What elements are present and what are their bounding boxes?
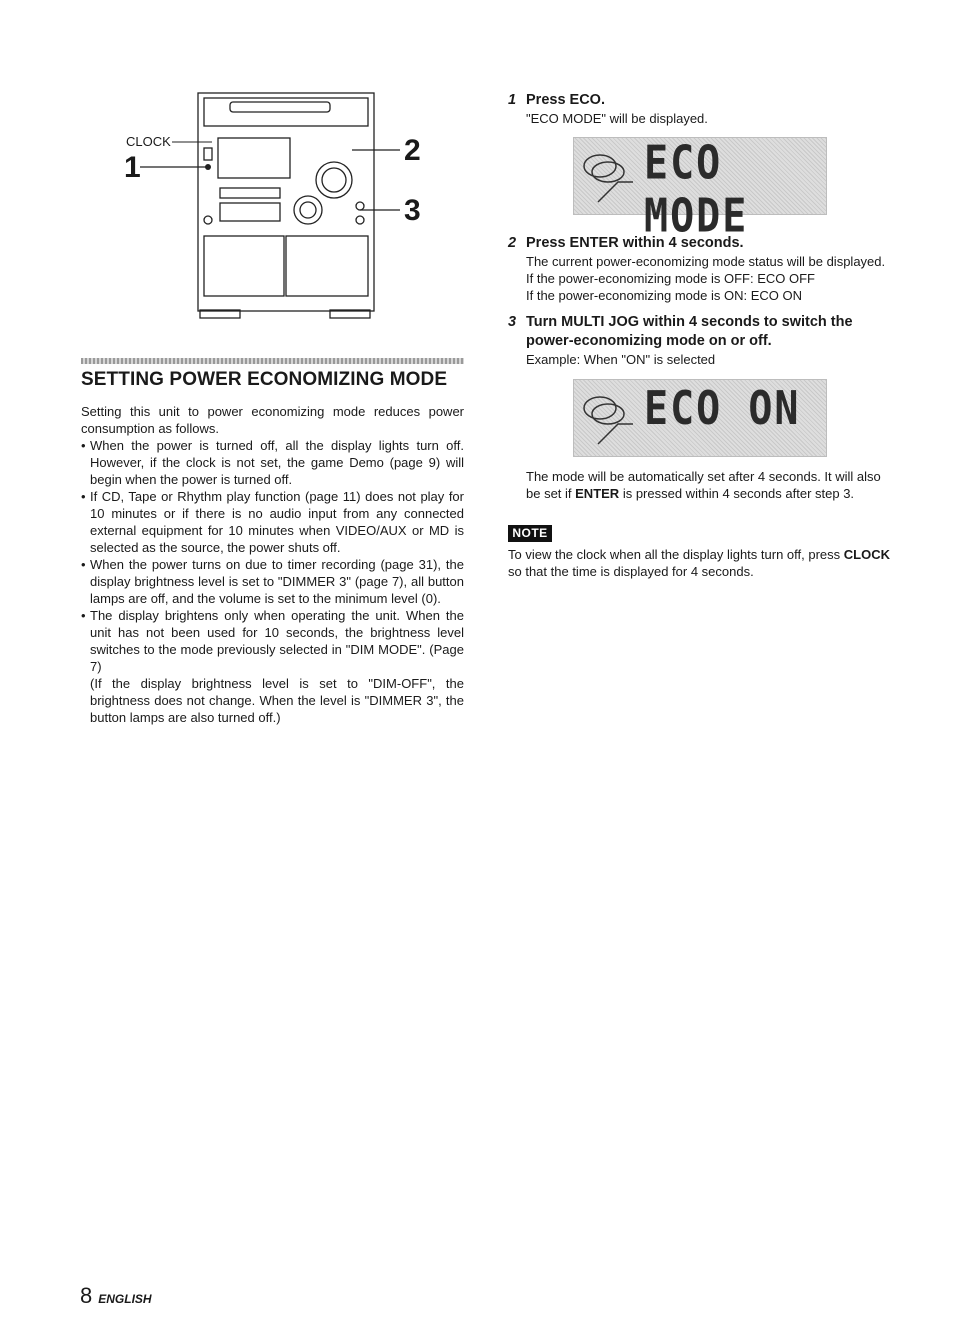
callout-1: 1 [124, 151, 141, 184]
callout-2: 2 [404, 134, 421, 167]
section-divider [81, 358, 464, 364]
lcd-text: ECO MODE [644, 137, 749, 243]
note-text [508, 546, 892, 580]
lcd-text: ECO ON [644, 382, 801, 436]
callout-3: 3 [404, 194, 421, 227]
device-illustration [120, 88, 430, 323]
step-heading [508, 313, 892, 351]
bullet-item: • The display brightens only when operating the unit. When the unit has not been used for 10 seconds, the brightness level switches to the mode previously selected in "DIM MODE". (Page 7) [81, 607, 464, 675]
bold-segment: ENTER [575, 486, 620, 501]
page-footer [80, 1283, 152, 1309]
step-line: If the power-economizing mode is OFF: ECO OFF [526, 271, 815, 286]
step-number: 1 [508, 92, 517, 108]
language-label: ENGLISH [98, 1292, 152, 1306]
bullet-note: (If the display brightness level is set to "DIM-OFF", the brightness does not change. When the level is "DIMMER 3", the button lamps are also turned off.) [90, 676, 464, 725]
stereo-unit-drawing [120, 88, 430, 323]
step-line: "ECO MODE" will be displayed. [526, 111, 708, 126]
step-heading [508, 234, 892, 253]
bold-segment: CLOCK [843, 547, 890, 562]
step-1 [508, 91, 892, 127]
step-number: 2 [508, 235, 517, 251]
step-3 [508, 313, 892, 368]
step-title: Turn MULTI JOG within 4 seconds to switch the power-economizing mode on or off. [526, 314, 853, 349]
text-segment: To view the clock when all the display lights turn off, press [508, 547, 844, 562]
step-heading [508, 91, 892, 110]
bullet-list [81, 437, 464, 675]
after-steps-text [508, 468, 892, 502]
step-2 [508, 234, 892, 304]
disc-swirl-icon [578, 386, 638, 452]
section-body [81, 403, 464, 726]
bullet-item: • When the power is turned off, all the display lights turn off. However, if the clock is not set, the game Demo (page 9) will begin when the power is turned off. [81, 437, 464, 488]
step-body [508, 110, 892, 127]
page-number: 8 [80, 1283, 93, 1308]
lcd-display-eco-mode [573, 137, 827, 243]
clock-callout-label: CLOCK [126, 134, 171, 149]
text-segment: is pressed within 4 seconds after step 3. [619, 486, 855, 501]
bullet-item: • When the power turns on due to timer recording (page 31), the display brightness level is set to "DIMMER 3" (page 7), all button lamps are off, and the volume is set to the minimum level (0). [81, 556, 464, 607]
step-line: The current power-economizing mode status will be displayed. [526, 254, 886, 269]
text-segment: The mode will be automatically set after 4 seconds. It will also be set if [526, 469, 881, 501]
after-steps [508, 468, 892, 502]
lcd-display-eco-on [573, 379, 827, 457]
step-title: Press ECO. [526, 92, 605, 108]
step-body [508, 253, 892, 304]
section-intro: Setting this unit to power economizing mode reduces power consumption as follows. [81, 404, 464, 436]
step-line: If the power-economizing mode is ON: ECO ON [526, 288, 802, 303]
left-column [81, 358, 464, 726]
bullet-item: • If CD, Tape or Rhythm play function (page 11) does not play for 10 minutes or if there is no audio input from any connected external equipment for 10 minutes when VIDEO/AUX or MD is selected as the source, the power shuts off. [81, 488, 464, 556]
step-line: Example: When "ON" is selected [526, 352, 716, 367]
text-segment: so that the time is displayed for 4 seconds. [508, 564, 754, 579]
section-title: SETTING POWER ECONOMIZING MODE [81, 369, 448, 390]
step-body [508, 351, 892, 368]
note-badge: NOTE [508, 525, 552, 542]
disc-swirl-icon [578, 144, 638, 210]
step-number: 3 [508, 314, 517, 330]
step-title: Press ENTER within 4 seconds. [526, 235, 744, 251]
